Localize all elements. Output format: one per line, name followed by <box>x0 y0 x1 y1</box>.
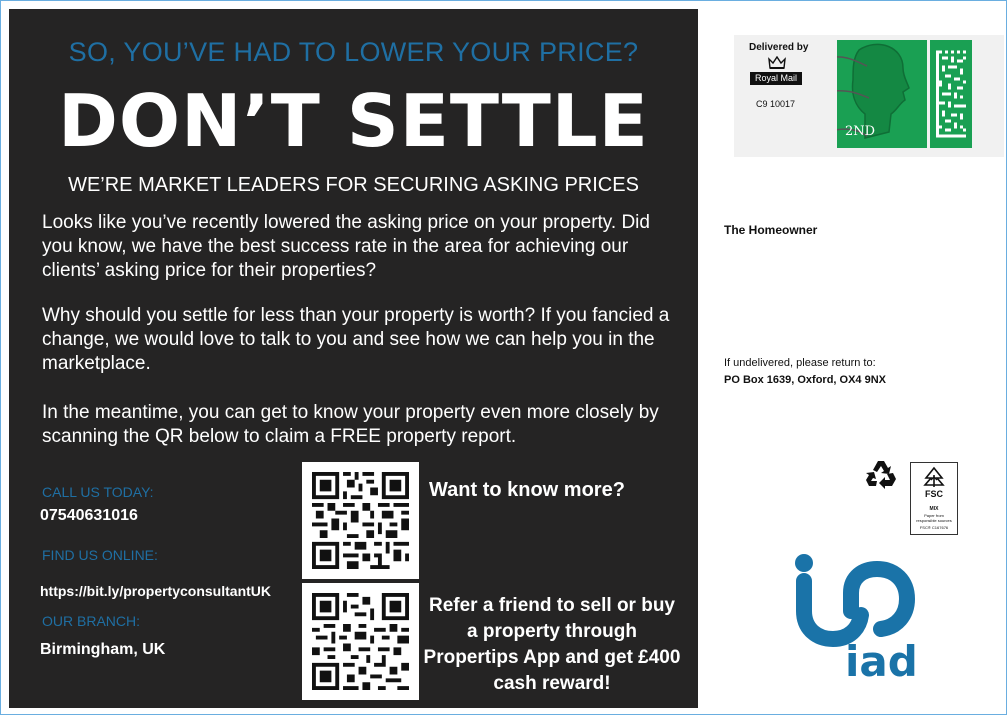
royal-mail-logo: Royal Mail <box>750 72 802 85</box>
qr-code-icon <box>312 472 409 569</box>
royal-mail-crown-icon <box>768 56 786 70</box>
subheadline: WE’RE MARKET LEADERS FOR SECURING ASKING PRICES <box>68 174 639 196</box>
cta-referral: Refer a friend to sell or buy a property through Propertips App and get £400 cash reward! <box>423 595 681 694</box>
return-label: If undelivered, please return to: <box>724 357 876 369</box>
online-label: FIND US ONLINE: <box>42 547 158 563</box>
stamp-barcode <box>930 40 972 148</box>
return-address: PO Box 1639, Oxford, OX4 9NX <box>724 374 887 386</box>
fsc-code: FSC® C167676 <box>919 525 949 530</box>
qr-code-referral[interactable] <box>302 583 419 700</box>
fsc-text: FSC <box>925 489 943 499</box>
branch-label: OUR BRANCH: <box>42 613 141 629</box>
stamp <box>837 40 927 148</box>
headline-main: DON’T SETTLE <box>58 79 649 163</box>
branch-location: Birmingham, UK <box>40 641 166 658</box>
headline-question: SO, YOU’VE HAD TO LOWER YOUR PRICE? <box>68 37 639 67</box>
postage-indicia <box>734 35 1004 157</box>
fsc-logo <box>910 462 958 535</box>
website-link[interactable]: https://bit.ly/propertyconsultantUK <box>40 583 271 599</box>
paragraph-settle: Why should you settle for less than your property is worth? If you fancied a change, we would love to talk to you and see how we can help you in the marketplace. <box>42 305 670 374</box>
paragraph-intro: Looks like you’ve recently lowered the asking price on your property. Did you know, we have the best success rate in the area for achieving our clients’ asking price for their properties? <box>42 212 650 281</box>
iad-wordmark: iad <box>845 637 918 686</box>
iad-logo-mark <box>791 549 931 649</box>
qr-code-report[interactable] <box>302 462 419 579</box>
fsc-mix: MIX <box>929 506 939 512</box>
cta-know-more: Want to know more? <box>429 479 625 501</box>
stamp-class: 2ND <box>845 124 876 139</box>
postage-code: C9 10017 <box>756 99 796 109</box>
datamatrix-icon <box>936 50 966 138</box>
delivered-by-label: Delivered by <box>749 42 809 53</box>
fsc-line: Paper from responsible sources <box>916 513 952 523</box>
phone-number: 07540631016 <box>40 507 138 524</box>
recipient-name: The Homeowner <box>724 223 818 237</box>
paragraph-report: In the meantime, you can get to know your property even more closely by scanning the QR below to claim a FREE property report. <box>42 402 659 447</box>
call-label: CALL US TODAY: <box>42 484 154 500</box>
recycle-icon <box>865 459 897 489</box>
fsc-tree-icon <box>922 466 946 488</box>
qr-code-icon <box>312 593 409 690</box>
promo-panel <box>9 9 698 708</box>
